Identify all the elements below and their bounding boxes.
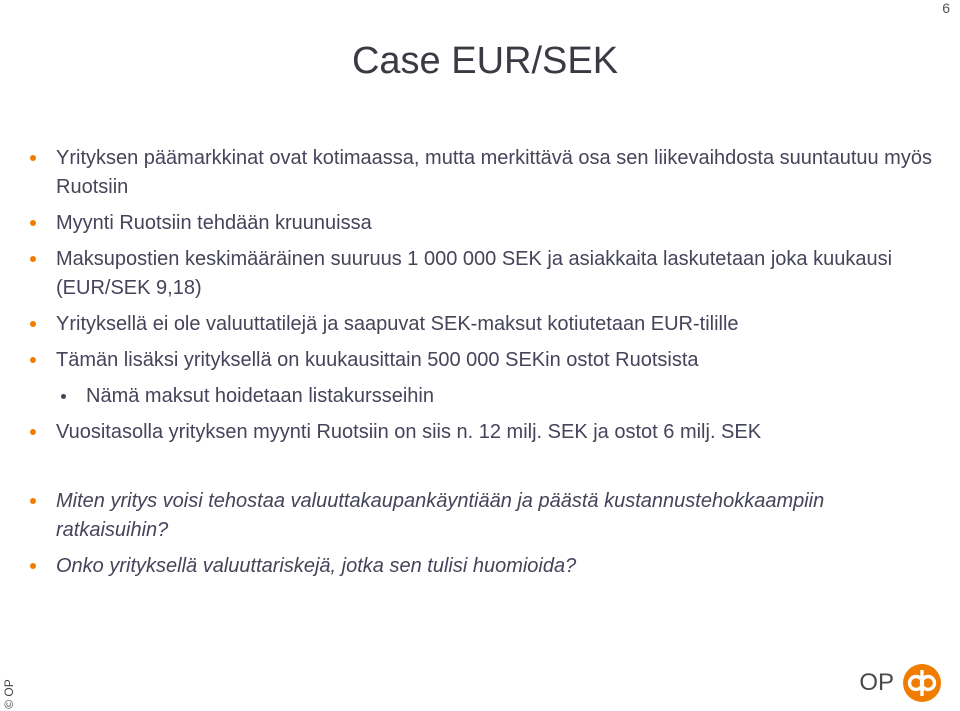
bullet-text: Maksupostien keskimääräinen suuruus 1 000 000 SEK ja asiakkaita laskutetaan joka kuukausi (EUR/SEK 9,18) [56, 248, 893, 299]
bullet-text: Nämä maksut hoidetaan listakursseihin [86, 385, 434, 407]
bullet-item [30, 418, 940, 447]
copyright-notice: © OP [1, 679, 16, 709]
question-text: Onko yrityksellä valuuttariskejä, jotka sen tulisi huomioida? [56, 555, 577, 577]
question-item [30, 552, 940, 581]
bullet-text: Myynti Ruotsiin tehdään kruunuissa [56, 212, 372, 234]
bullet-dot-icon [30, 563, 36, 569]
bullet-text: Yrityksen päämarkkinat ovat kotimaassa, mutta merkittävä osa sen liikevaihdosta suuntautuu myös Ruotsiin [56, 147, 932, 198]
bullet-dot-icon [30, 429, 36, 435]
question-item [30, 487, 940, 545]
bullet-dot-icon [30, 256, 36, 262]
bullet-item [30, 245, 940, 303]
slide-number: 6 [942, 0, 950, 16]
sub-bullet-item [30, 382, 940, 411]
bullet-dot-icon [30, 357, 36, 363]
bullet-dot-icon [30, 220, 36, 226]
bullet-text: Tämän lisäksi yrityksellä on kuukausittain 500 000 SEKin ostot Ruotsista [56, 349, 699, 371]
bullet-text: Vuositasolla yrityksen myynti Ruotsiin on siis n. 12 milj. SEK ja ostot 6 milj. SEK [56, 421, 762, 443]
slide-title: Case EUR/SEK [351, 40, 619, 82]
op-logo-icon [902, 663, 942, 703]
bullet-item [30, 310, 940, 339]
bullet-dot-icon [30, 498, 36, 504]
bullet-dot-icon [30, 155, 36, 161]
logo-text: OP [859, 669, 894, 696]
bullet-text: Yrityksellä ei ole valuuttatilejä ja saapuvat SEK-maksut kotiutetaan EUR-tilille [56, 313, 739, 335]
bullet-item [30, 209, 940, 238]
op-logo [859, 663, 942, 703]
bullet-dot-icon [61, 394, 66, 399]
question-text: Miten yritys voisi tehostaa valuuttakaupankäyntiään ja päästä kustannustehokkaampiin ratkaisuihin? [56, 490, 825, 541]
bullet-dot-icon [30, 321, 36, 327]
bullet-list [30, 144, 940, 588]
bullet-item [30, 346, 940, 375]
bullet-item [30, 144, 940, 202]
